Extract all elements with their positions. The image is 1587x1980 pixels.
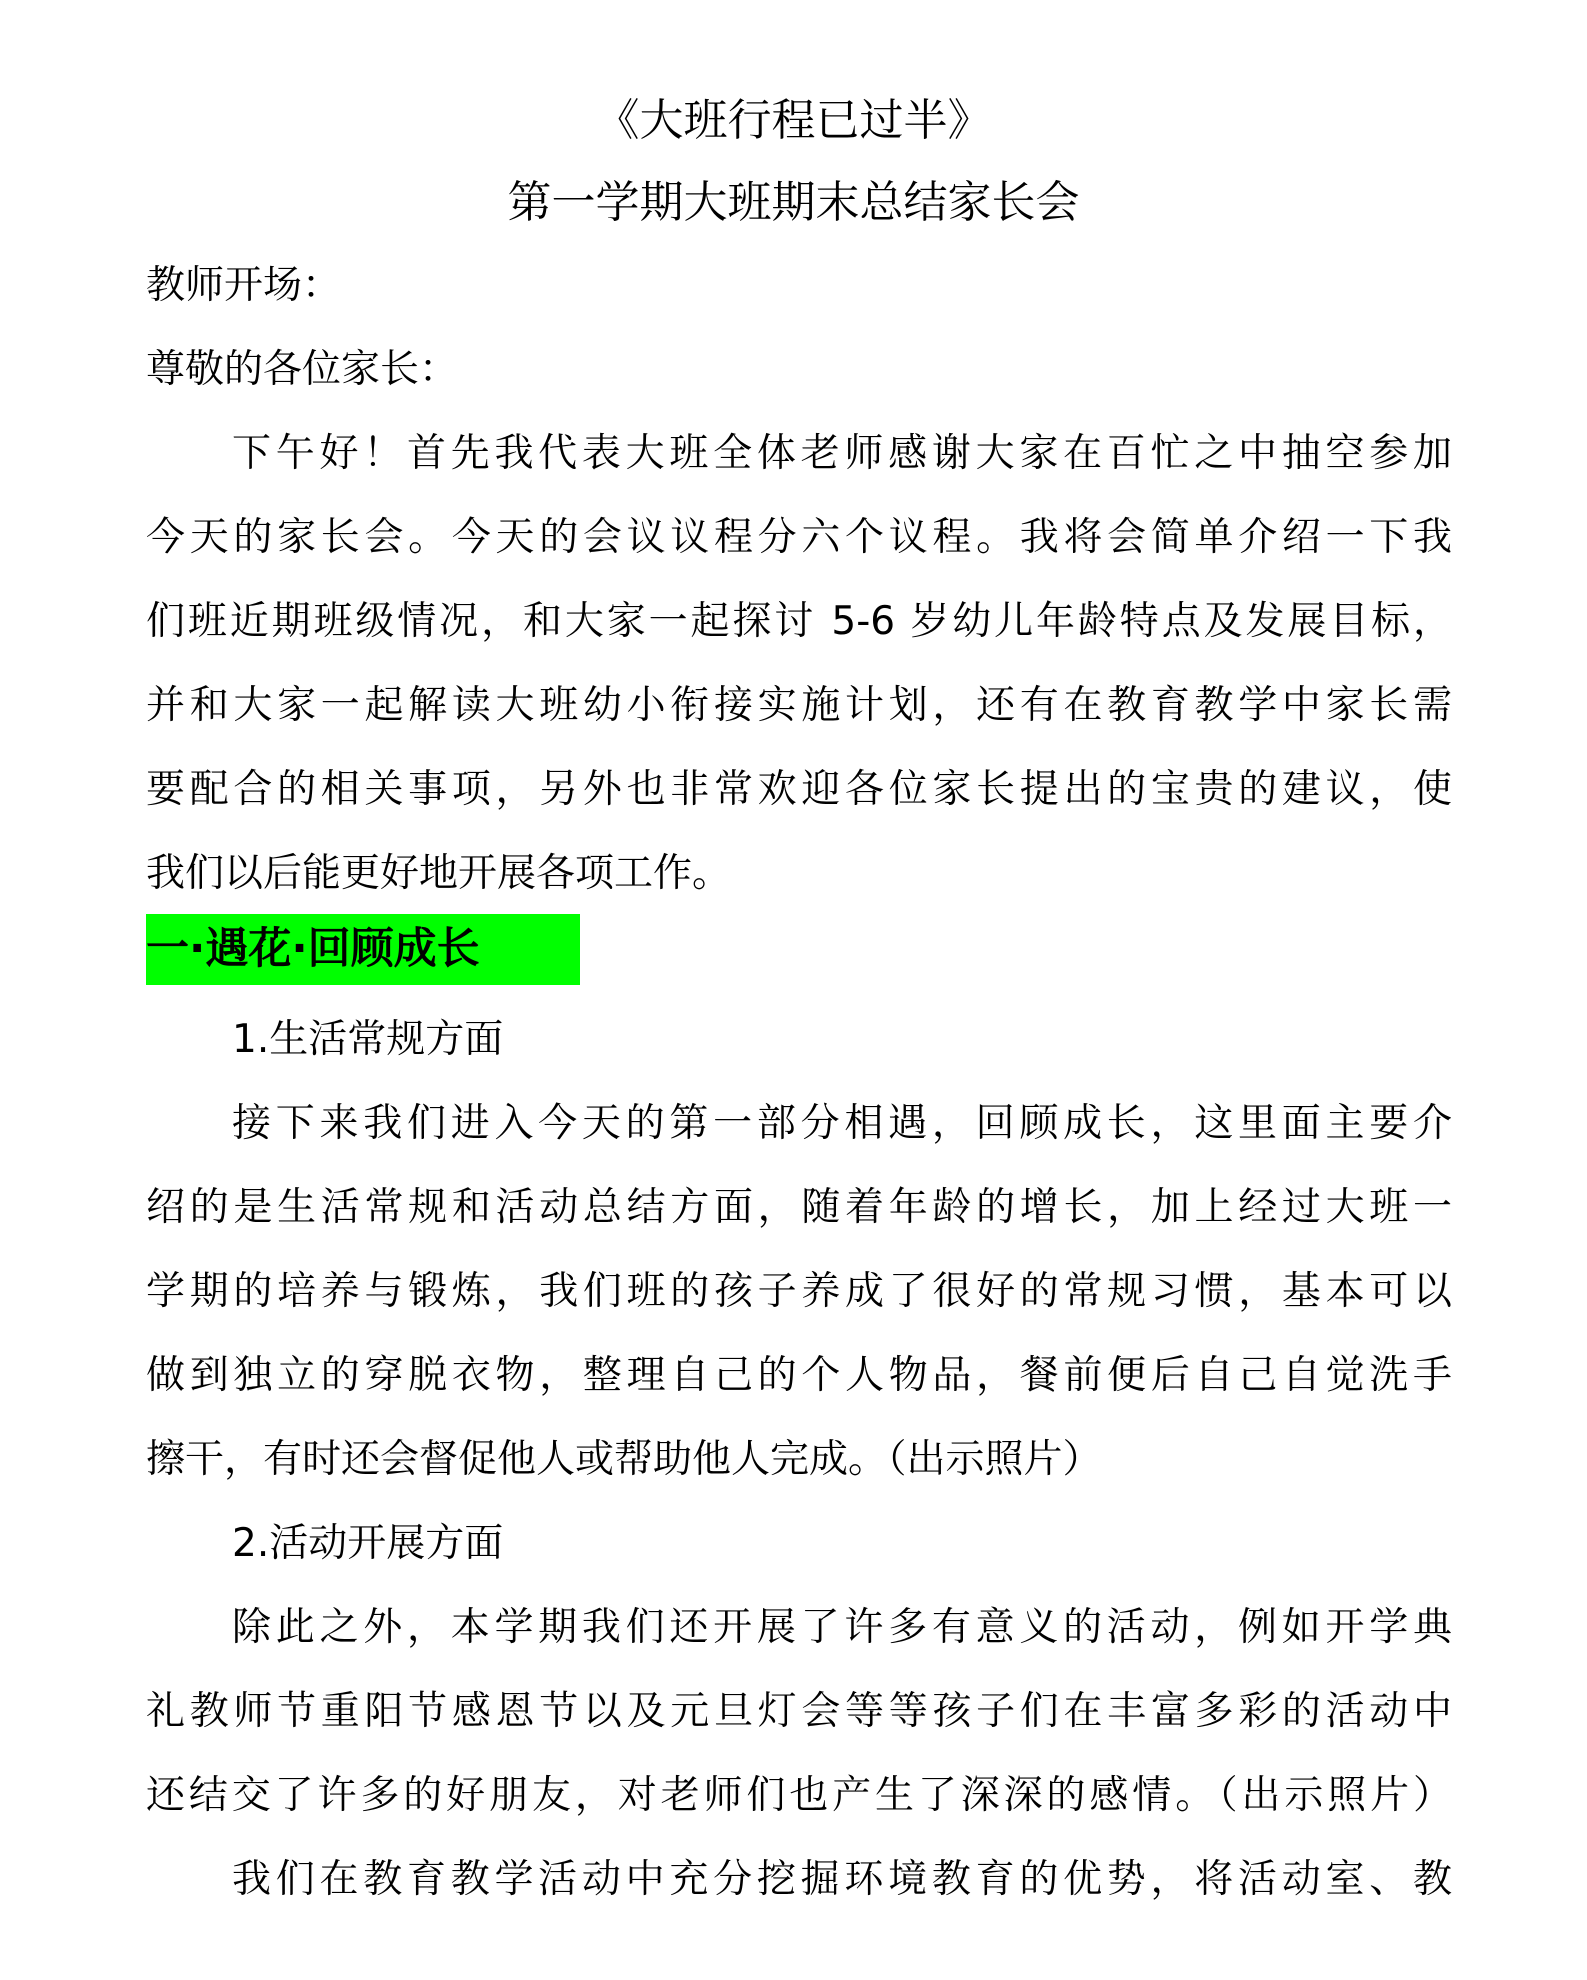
document-title: 《大班行程已过半》 [595,95,992,146]
paragraph-line: 绍的是生活常规和活动总结方面，随着年龄的增长，加上经过大班一 [146,1185,1452,1230]
document-subtitle: 第一学期大班期末总结家长会 [507,177,1080,228]
paragraph-line: 下午好！首先我代表大班全体老师感谢大家在百忙之中抽空参加 [232,431,1452,476]
subheading: 1.生活常规方面 [232,1017,504,1062]
paragraph-line: 我们以后能更好地开展各项工作。 [146,851,732,896]
paragraph-line: 还结交了许多的好朋友，对老师们也产生了深深的感情。（出示照片） [146,1773,1452,1818]
paragraph-line: 并和大家一起解读大班幼小衔接实施计划，还有在教育教学中家长需 [146,683,1452,728]
paragraph-line: 要配合的相关事项，另外也非常欢迎各位家长提出的宝贵的建议，使 [146,767,1452,812]
paragraph-line: 做到独立的穿脱衣物，整理自己的个人物品，餐前便后自己自觉洗手 [146,1353,1452,1398]
paragraph-line: 礼教师节重阳节感恩节以及元旦灯会等等孩子们在丰富多彩的活动中 [146,1689,1452,1734]
section-heading-highlighted: 一·遇花·回顾成长 [146,914,580,985]
opening-label: 教师开场： [146,263,342,308]
paragraph-line: 接下来我们进入今天的第一部分相遇，回顾成长，这里面主要介 [232,1101,1452,1146]
paragraph-line: 我们在教育教学活动中充分挖掘环境教育的优势，将活动室、教 [232,1857,1452,1902]
paragraph-line: 擦干，有时还会督促他人或帮助他人完成。（出示照片） [146,1437,1102,1482]
paragraph-line: 今天的家长会。今天的会议议程分六个议程。我将会简单介绍一下我 [146,515,1452,560]
greeting: 尊敬的各位家长： [146,347,459,392]
paragraph-line: 除此之外，本学期我们还开展了许多有意义的活动，例如开学典 [232,1605,1452,1650]
paragraph-line: 们班近期班级情况，和大家一起探讨 5-6 岁幼儿年龄特点及发展目标， [146,599,1452,644]
paragraph-line: 学期的培养与锻炼，我们班的孩子养成了很好的常规习惯，基本可以 [146,1269,1452,1314]
subheading: 2.活动开展方面 [232,1521,504,1566]
